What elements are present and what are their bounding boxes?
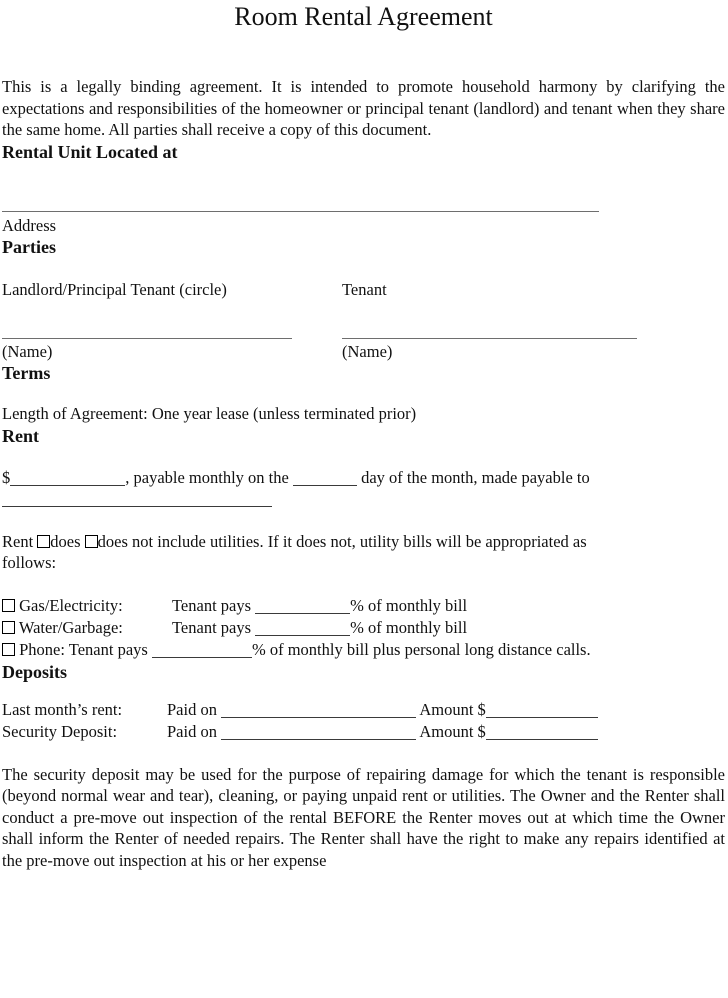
security-amount-field[interactable]	[486, 737, 598, 740]
rent-amount-field[interactable]	[10, 483, 125, 486]
landlord-label: Landlord/Principal Tenant (circle)	[2, 280, 227, 299]
does-not-label: does not	[97, 531, 154, 551]
amount-label: Amount $	[419, 699, 486, 719]
tenant-label: Tenant	[342, 280, 387, 299]
utilities-prefix: Rent	[2, 531, 34, 551]
phone-checkbox[interactable]	[2, 643, 15, 656]
rent-day-field[interactable]	[293, 483, 357, 486]
does-label: does	[50, 531, 81, 551]
gas-tenant-pays-label: Tenant pays	[172, 595, 252, 615]
paid-on-label: Paid on	[167, 699, 217, 719]
gas-suffix: % of monthly bill	[350, 595, 468, 615]
deposits-list	[2, 699, 725, 743]
does-checkbox[interactable]	[37, 535, 50, 548]
section-heading-deposits: Deposits	[2, 661, 68, 682]
gas-checkbox[interactable]	[2, 599, 15, 612]
utilities-list	[2, 595, 725, 661]
rent-sentence	[2, 467, 725, 510]
section-heading-terms: Terms	[2, 363, 51, 383]
page-title: Room Rental Agreement	[234, 2, 493, 31]
utilities-suffix-2: follows:	[2, 553, 57, 572]
section-heading-parties: Parties	[2, 237, 56, 257]
utility-row-water	[2, 617, 725, 639]
length-of-agreement-text: Length of Agreement: One year lease (unless terminated prior)	[2, 404, 417, 423]
last-month-rent-label: Last month’s rent:	[2, 699, 123, 719]
deposit-row-last-month	[2, 699, 725, 721]
intro-paragraph: This is a legally binding agreement. It is intended to promote household harmony by clarifying the expectations and responsibilities of the homeowner or principal tenant (landlord) and tenant when they share the same home. All parties shall receive a copy of this document.	[2, 77, 725, 139]
deposit-row-security	[2, 721, 725, 743]
security-paid-on-field[interactable]	[221, 737, 416, 740]
address-label: Address	[2, 215, 57, 235]
water-percent-field[interactable]	[255, 633, 350, 636]
water-checkbox[interactable]	[2, 621, 15, 634]
phone-suffix: % of monthly bill plus personal long distance calls.	[251, 639, 591, 659]
landlord-name-caption: (Name)	[2, 341, 53, 361]
rent-payable-middle: , payable monthly on the	[125, 467, 289, 487]
amount-label: Amount $	[419, 721, 486, 741]
rent-payable-suffix: day of the month, made payable to	[361, 467, 590, 487]
currency-prefix: $	[2, 467, 11, 487]
utility-row-gas	[2, 595, 725, 617]
security-deposit-paragraph: The security deposit may be used for the purpose of repairing damage for which the tenant is responsible (beyond normal wear and tear), cleaning, or paying unpaid rent or utilities. The Owner and the Renter shall conduct a pre-move out inspection of the rental BEFORE the Renter moves out at which time the Owner shall inform the Renter of needed repairs. The Renter shall have the right to make any repairs identified at the pre-move out inspection at his or her expense	[2, 764, 725, 870]
security-deposit-label: Security Deposit:	[2, 721, 118, 741]
section-heading-rental-unit: Rental Unit Located at	[2, 141, 178, 162]
tenant-name-field[interactable]	[342, 338, 637, 339]
paid-on-label: Paid on	[167, 721, 217, 741]
utility-row-phone	[2, 639, 725, 661]
water-suffix: % of monthly bill	[350, 617, 468, 637]
rent-utilities-sentence	[2, 531, 725, 574]
section-heading-rent: Rent	[2, 425, 39, 446]
last-month-amount-field[interactable]	[486, 715, 598, 718]
address-blank-field[interactable]	[2, 211, 599, 212]
water-label: Water/Garbage:	[18, 617, 123, 637]
phone-label: Phone: Tenant pays	[19, 639, 148, 659]
payable-to-field[interactable]	[2, 504, 272, 507]
landlord-name-field[interactable]	[2, 338, 292, 339]
does-not-checkbox[interactable]	[85, 535, 98, 548]
utilities-suffix: include utilities. If it does not, utility bills will be appropriated as	[157, 531, 587, 551]
gas-label: Gas/Electricity:	[19, 595, 123, 615]
gas-percent-field[interactable]	[255, 611, 350, 614]
phone-percent-field[interactable]	[152, 655, 252, 658]
last-month-paid-on-field[interactable]	[221, 715, 416, 718]
water-tenant-pays-label: Tenant pays	[172, 617, 252, 637]
tenant-name-caption: (Name)	[342, 341, 393, 361]
